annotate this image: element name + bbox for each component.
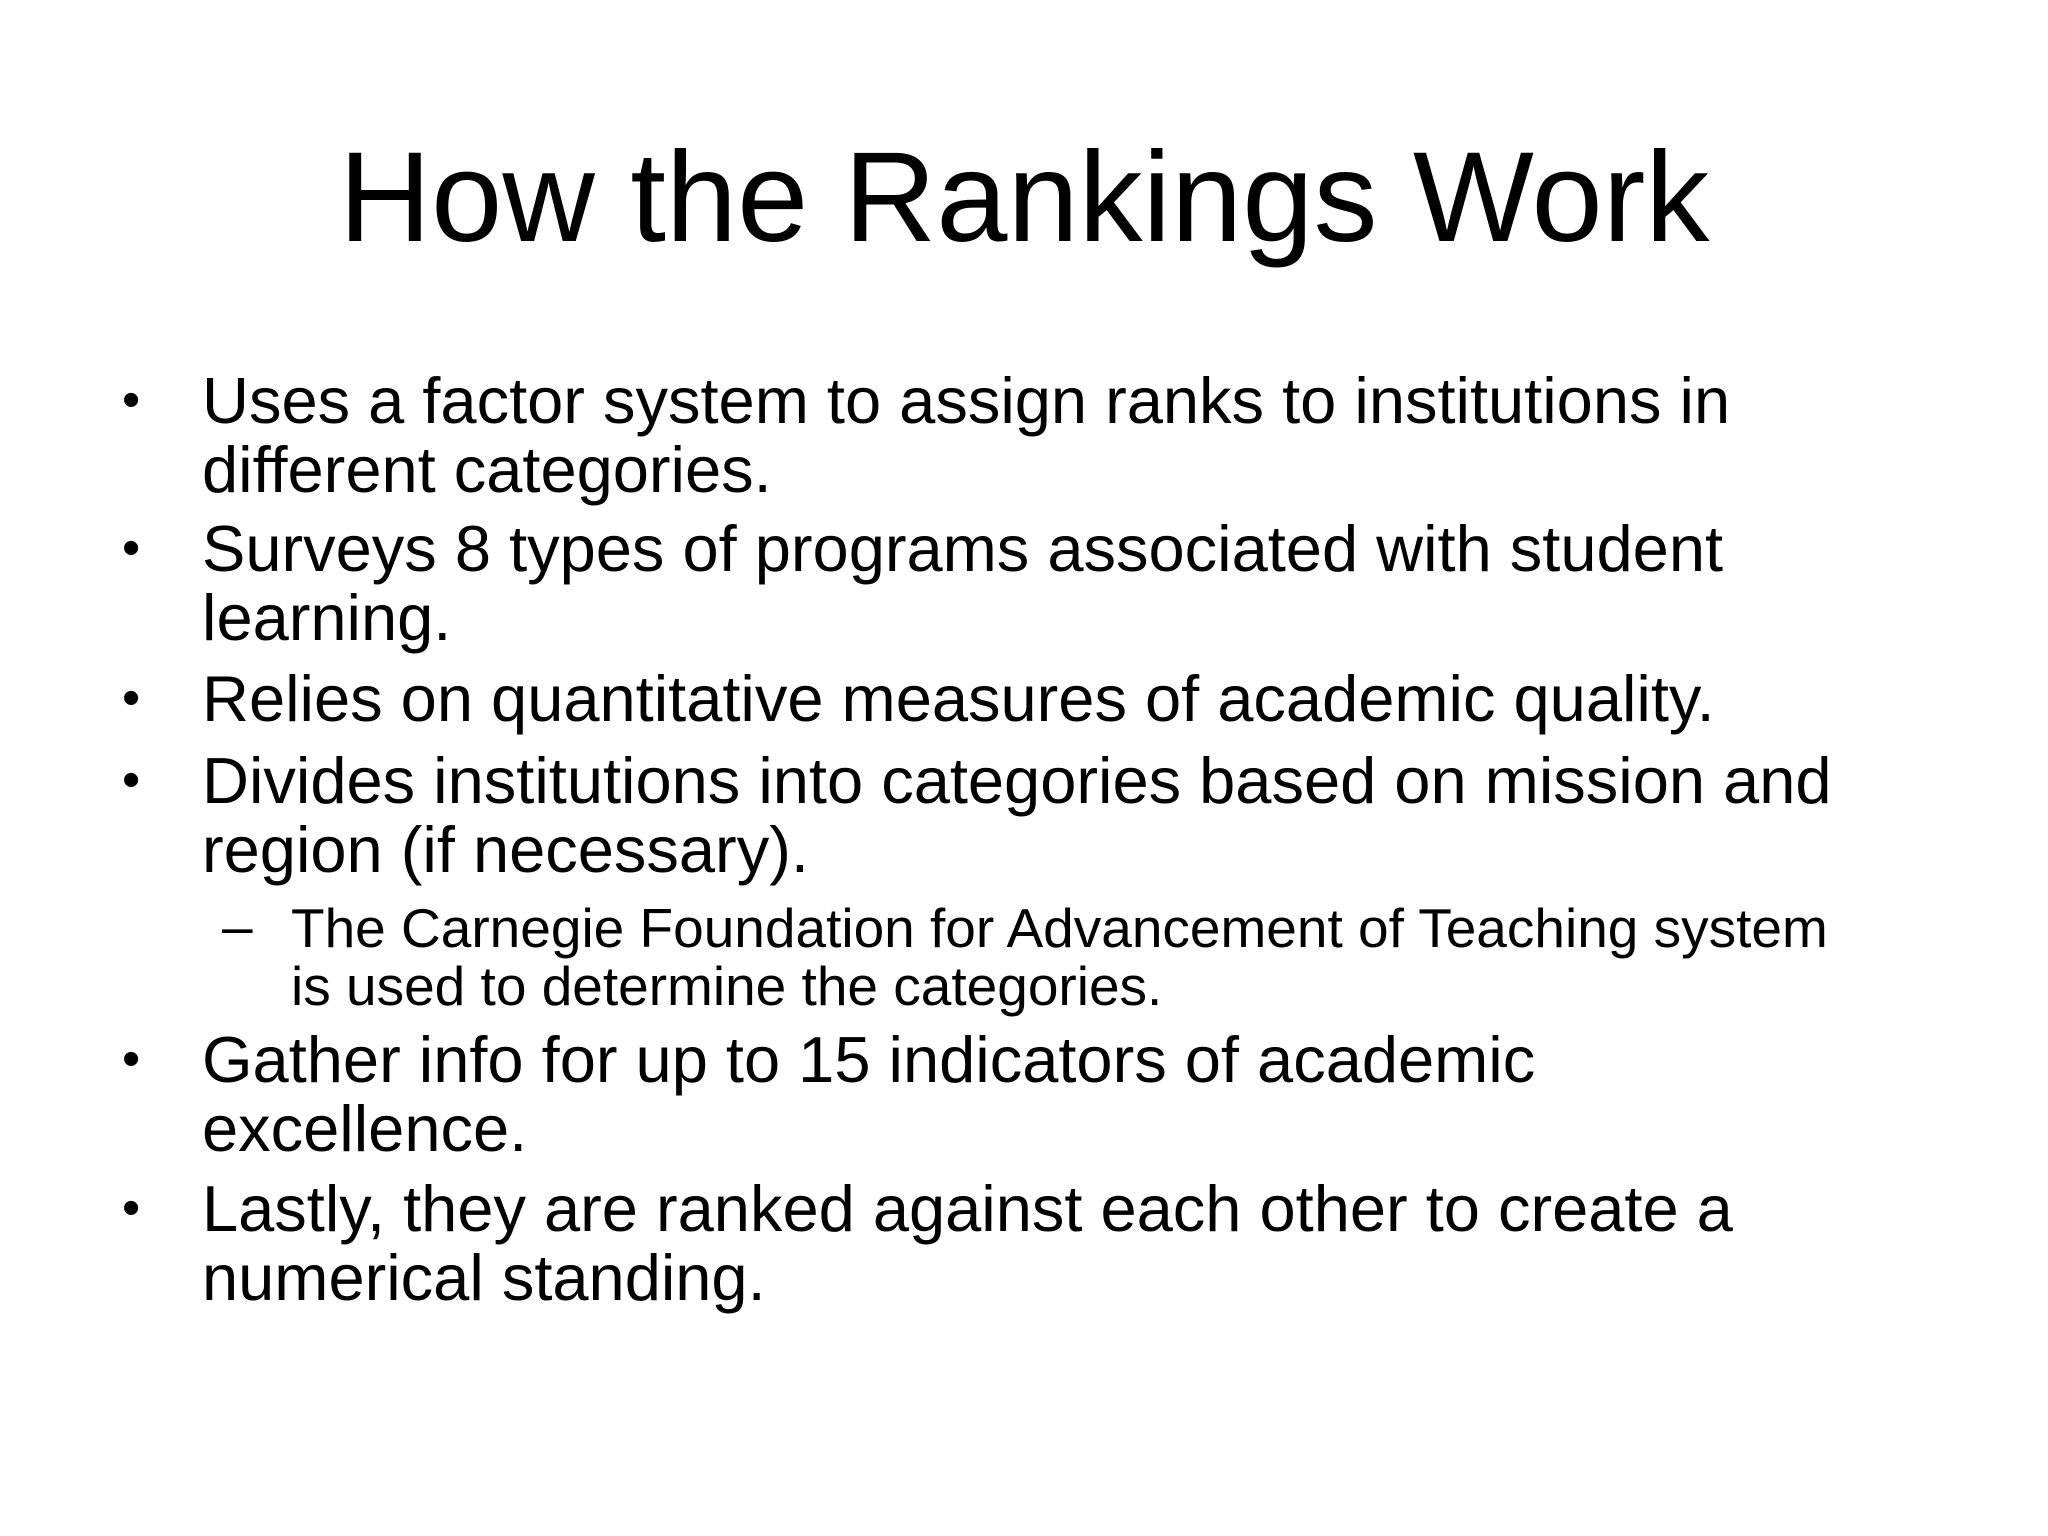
- bullet-item: [122, 1023, 1962, 1165]
- bullet-icon: •: [122, 751, 141, 809]
- bullet-icon: •: [122, 371, 141, 429]
- bullet-item: [122, 512, 1962, 654]
- bullet-item: [122, 1172, 1962, 1314]
- bullet-text-line: Lastly, they are ranked against each other to create a: [202, 1172, 1733, 1245]
- bullet-text-line: excellence.: [202, 1092, 528, 1165]
- sub-bullet-text-line: is used to determine the categories.: [291, 955, 1163, 1017]
- bullet-icon: •: [122, 669, 141, 727]
- bullet-text-line: Divides institutions into categories based on mission and: [202, 744, 1832, 817]
- bullet-icon: •: [122, 519, 141, 577]
- bullet-text-line: learning.: [202, 581, 452, 654]
- bullet-text-line: region (if necessary).: [202, 813, 809, 886]
- bullet-text-line: Gather info for up to 15 indicators of academic: [202, 1023, 1536, 1096]
- bullet-item: [122, 744, 1962, 886]
- sub-bullet-item: [222, 895, 1991, 1017]
- bullet-text-line: Uses a factor system to assign ranks to institutions in: [202, 364, 1731, 437]
- dash-icon: –: [222, 895, 253, 957]
- bullet-icon: •: [122, 1030, 141, 1088]
- bullet-item: [122, 662, 1962, 735]
- bullet-text-line: different categories.: [202, 433, 772, 506]
- bullet-text-line: Relies on quantitative measures of academic quality.: [202, 662, 1715, 735]
- bullet-text-line: Surveys 8 types of programs associated with student: [202, 512, 1724, 585]
- bullet-icon: •: [122, 1179, 141, 1237]
- slide-title: How the Rankings Work: [338, 126, 1710, 269]
- bullet-item: [122, 364, 1962, 506]
- bullet-text-line: numerical standing.: [202, 1241, 766, 1314]
- sub-bullet-text-line: The Carnegie Foundation for Advancement of Teaching system: [291, 897, 1828, 959]
